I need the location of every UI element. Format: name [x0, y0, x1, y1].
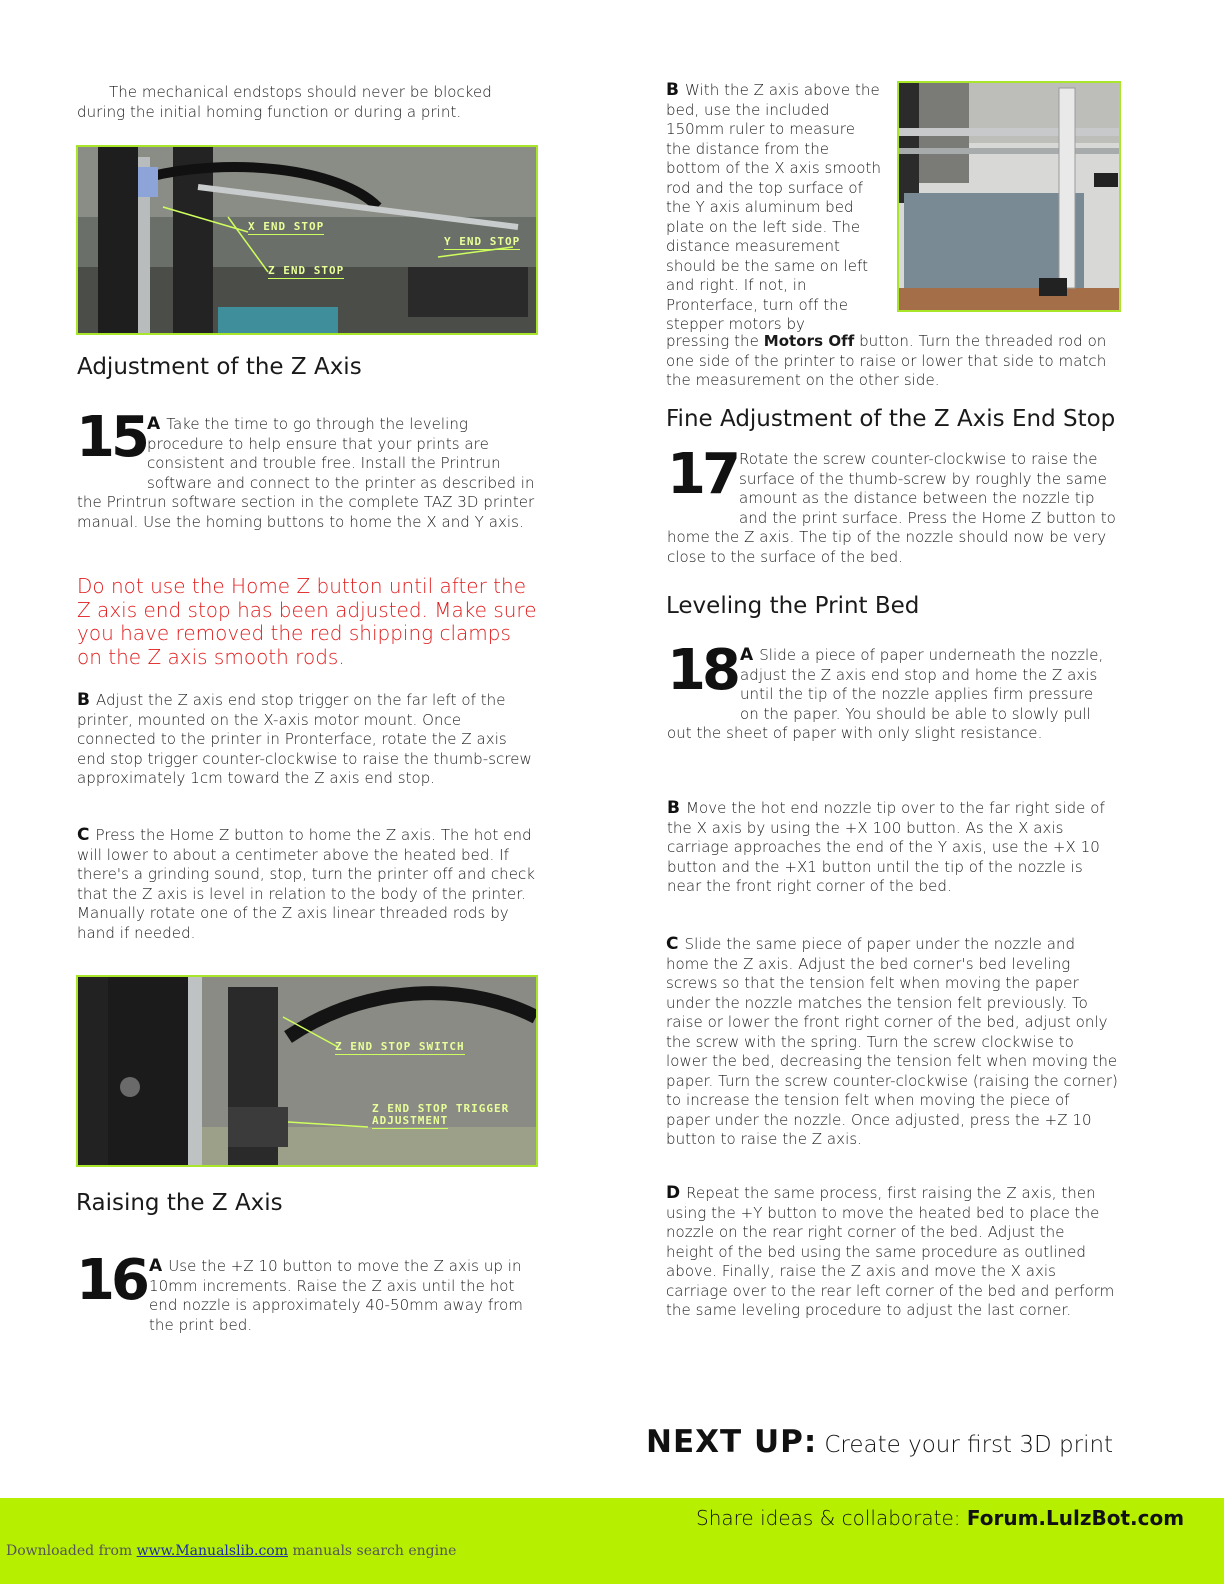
photo-x-y-z-endstops	[76, 145, 538, 335]
section-title-raising: Raising the Z Axis	[76, 1190, 283, 1216]
z-endstop-illustration	[78, 977, 536, 1165]
step-18a-text: A Slide a piece of paper underneath the nozzle, adjust the Z axis end stop and home the Z axis until the tip of the nozzle applies firm pressure on the paper. You should be able to slowly pull out the sheet of paper with only slight resistance.	[667, 645, 1104, 742]
z-end-stop-switch-label: Z END STOP SWITCH	[335, 1040, 465, 1053]
z-end-stop-trigger-label: Z END STOP TRIGGER	[372, 1102, 510, 1115]
step-15c-text: C Press the Home Z button to home the Z axis. The hot end will lower to about a centimeter above the heated bed. If there's a grinding sound, stop, turn the printer off and check that the Z axis is level in relation to the body of the printer. Manually rotate one of the Z axis linear threaded rods by hand if needed.	[77, 825, 536, 942]
step-15b-text: B Adjust the Z axis end stop trigger on the far left of the printer, mounted on the X-axis motor mount. Once connected to the printer in Pronterface, rotate the Z axis end stop trigger counter-clockwise to raise the thumb-screw approximately 1cm toward the Z axis end stop.	[77, 690, 532, 787]
manualslib-link[interactable]: www.Manualslib.com	[136, 1543, 288, 1559]
z-end-stop-label: Z END STOP	[268, 264, 345, 277]
step-number-16: 16	[76, 1248, 146, 1313]
footer-share	[696, 1506, 1184, 1530]
section-title-adjustment: Adjustment of the Z Axis	[77, 354, 362, 380]
step-number-18: 18	[667, 638, 737, 703]
step-15a	[76, 405, 537, 532]
step-letter: C	[77, 825, 90, 845]
step-15a-text: A Take the time to go through the leveling procedure to help ensure that your prints are consistent and trouble free. Install the Printrun software and connect to the printer as described in the Printrun software section in the complete TAZ 3D printer manual. Use the homing buttons to home the X and Y axis.	[77, 414, 535, 531]
photo-z-endstop-switch	[76, 975, 538, 1167]
section-title-leveling: Leveling the Print Bed	[666, 593, 920, 619]
next-up-text: Create your first 3D print	[824, 1432, 1114, 1458]
step-number-17: 17	[667, 442, 737, 507]
y-end-stop-label: Y END STOP	[444, 235, 521, 248]
step-18a	[667, 638, 1113, 744]
step-16a-text: A Use the +Z 10 button to move the Z axis up in 10mm increments. Raise the Z axis until the hot end nozzle is approximately 40-50mm away from the print bed.	[149, 1256, 523, 1334]
photo-ruler-measurement	[897, 81, 1121, 312]
adjustment-label: ADJUSTMENT	[372, 1114, 449, 1127]
step-18d-text: D Repeat the same process, first raising the Z axis, then using the +Y button to move the heated bed to place the nozzle on the rear right corner of the bed. Adjust the height of the bed using the same procedure as outlined above. Finally, raise the Z axis and move the X axis carriage over to the rear left corner of the bed and perform the same leveling procedure to adjust the last corner.	[666, 1183, 1115, 1319]
step-letter: A	[740, 645, 754, 665]
ruler-measurement-illustration	[899, 83, 1119, 310]
step-letter: B	[666, 80, 680, 100]
next-up	[646, 1424, 1113, 1460]
forum-link[interactable]: Forum.LulzBot.com	[966, 1506, 1185, 1530]
warning-text: Do not use the Home Z button until after the Z axis end stop has been adjusted. Make sure you have removed the red shipping clamps on the Z axis smooth rods.	[77, 574, 537, 669]
x-end-stop-label: X END STOP	[248, 220, 325, 233]
step-letter: D	[666, 1183, 681, 1203]
step-letter: A	[147, 414, 161, 434]
step-17	[667, 442, 1117, 567]
step-letter: B	[77, 690, 91, 710]
step-letter: C	[666, 934, 679, 954]
step-16b-text-cont: pressing the Motors Off button. Turn the threaded rod on one side of the printer to raise or lower that side to match the measurement on the other side.	[666, 332, 1107, 389]
intro-text: The mechanical endstops should never be blocked during the initial homing function or during a print.	[77, 83, 492, 121]
section-title-fine-adjustment: Fine Adjustment of the Z Axis End Stop	[666, 406, 1116, 432]
share-text: Share ideas & collaborate:	[696, 1506, 961, 1530]
step-letter: A	[149, 1256, 163, 1276]
step-18b-text: B Move the hot end nozzle tip over to the far right side of the X axis by using the +X 100 button. As the X axis carriage approaches the end of the Y axis, use the +X 10 button and the +X1 button until the tip of the nozzle is near the front right corner of the bed.	[667, 798, 1105, 895]
step-18c-text: C Slide the same piece of paper under the nozzle and home the Z axis. Adjust the bed corner's bed leveling screws so that the tension felt when moving the paper under the nozzle matches the tension felt previously. To raise or lower the front right corner of the bed, adjust only the screw with the spring. Turn the screw clockwise to lower the bed, decreasing the tension felt when moving the paper. Turn the screw counter-clockwise (raising the corner) to increase the tension felt when moving the piece of paper under the nozzle. Once adjusted, press the +Z 10 button to raise the Z axis.	[666, 934, 1118, 1148]
download-note: Downloaded from www.Manualslib.com manuals search engine	[6, 1543, 457, 1559]
step-letter: B	[667, 798, 681, 818]
next-up-label: NEXT UP:	[646, 1424, 818, 1460]
step-number-15: 15	[76, 405, 146, 470]
step-16b-text-wrap: B With the Z axis above the bed, use the included 150mm ruler to measure the distance from the bottom of the X axis smooth rod and the top surface of the Y axis aluminum bed plate on the left side. The distance measurement should be the same on left and right. If not, in Pronterface, turn off the stepper motors by	[666, 80, 882, 333]
step-17-text: Rotate the screw counter-clockwise to raise the surface of the thumb-screw by roughly the same amount as the distance between the nozzle tip and the print surface. Press the Home Z button to home the Z axis. The tip of the nozzle should now be very close to the surface of the bed.	[667, 450, 1116, 566]
